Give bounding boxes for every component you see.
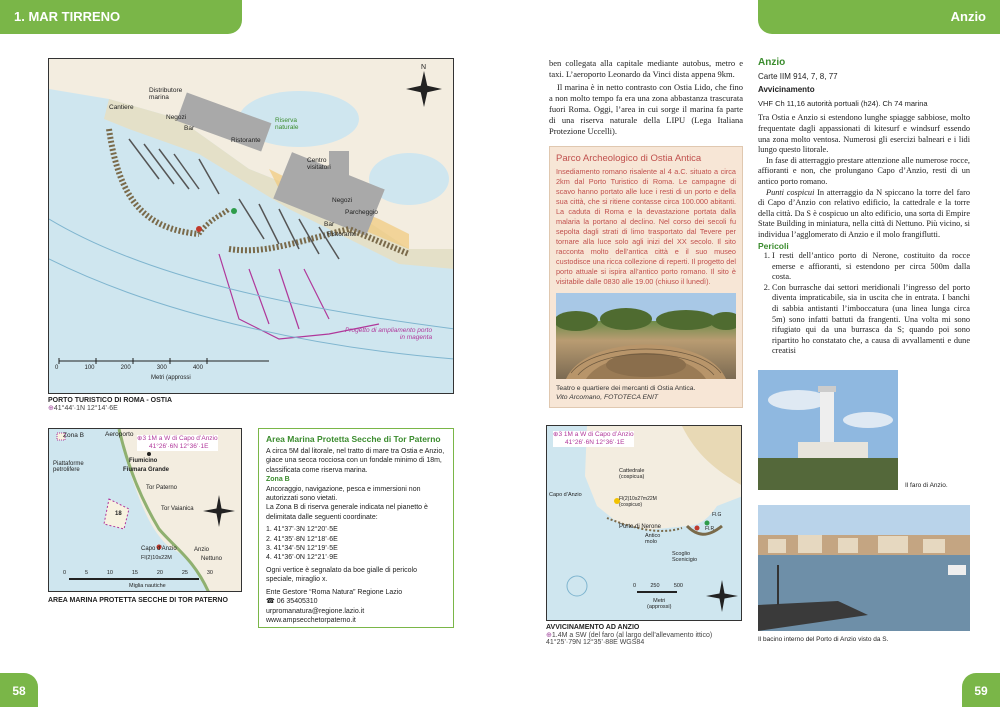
ente-gestore: Ente Gestore “Roma Natura” Regione Lazio bbox=[266, 588, 403, 596]
scale-tick: 5 bbox=[84, 570, 88, 576]
waypoint-coords: 41°26’·6N 12°36’·1E bbox=[149, 443, 209, 450]
scale-tick: 15 bbox=[131, 570, 138, 576]
coord-item: 1. 41°37’·3N 12°20’·5E bbox=[266, 526, 338, 534]
waypoint-icon: ⊕ bbox=[553, 431, 559, 438]
page-number-left: 58 bbox=[0, 673, 38, 707]
paragraph: Tra Ostia e Anzio si estendono lunghe spiagge sabbiose, molto frequentate dagli appassionati di kitesurf e windsurf essendo una zona molto ventosa. Numerosi gli esercizi balneari e i lidi lungo questo litorale. bbox=[758, 113, 970, 155]
label-scoglio: Scoglio Scenicigio bbox=[672, 551, 698, 563]
label-negozi: Negozi bbox=[166, 114, 187, 121]
ostia-caption bbox=[48, 397, 172, 412]
label-cantiere: Cantiere bbox=[109, 104, 134, 111]
label-ristorante-2: Ristorante bbox=[327, 231, 357, 238]
box-paragraph: Ancoraggio, navigazione, pesca e immersioni non autorizzati sono vietati. bbox=[266, 485, 421, 503]
paragraph-text: In atterraggio da N spiccano la torre del faro di Capo d’Anzio con relativo edificio, la cattedrale e la torre della città. Da S è cospicuo un alto edificio, una sorta di Empire State Building in miniatura, nella città di Nettuno. Più vicino, si individua l’agglomerato di Anzio e il molo frangiflutti. bbox=[758, 187, 970, 239]
scale-tick: 300 bbox=[156, 365, 167, 371]
label-cattedrale: Cattedrale (cospicua) bbox=[619, 468, 645, 480]
label-fiumicino: Fiumicino bbox=[129, 458, 158, 464]
label-riserva-naturale: Riserva naturale bbox=[275, 117, 299, 131]
vhf-line: VHF Ch 11,16 autorità portuali (h24). Ch 74 marina bbox=[758, 98, 928, 108]
faro-caption: Il faro di Anzio. bbox=[905, 482, 948, 489]
scale-tick: 200 bbox=[120, 365, 131, 371]
anzio-lighthouse-photo bbox=[758, 370, 898, 490]
theatre-illustration bbox=[556, 293, 736, 379]
scale-tick: 100 bbox=[84, 365, 95, 371]
middle-text-column bbox=[549, 58, 743, 139]
label-distributore: Distributore marina bbox=[149, 87, 183, 101]
label-capo: Capo d’Anzio bbox=[549, 492, 582, 498]
paragraph: ben collegata alla capitale mediante autobus, metro e taxi. L’aeroporto Leonardo da Vinci dista appena 9km. bbox=[549, 58, 743, 79]
zona-waypoint-box bbox=[137, 435, 218, 451]
zona-b-heading: Zona B bbox=[266, 476, 290, 484]
label-zona-b: Zona B bbox=[63, 432, 84, 439]
compass-rose-icon bbox=[706, 580, 738, 612]
paragraph: Il marina è in netto contrasto con Ostia Lido, che fino a non molto tempo fa era una zona abbastanza trascurata fuori Roma. Oggi, l’area in cui sorge il marina fa parte di una riserva naturale della LIPU (Lega Italiana Protezione Uccelli). bbox=[549, 82, 743, 136]
bacino-caption: Il bacino interno del Porto di Anzio visto da S. bbox=[758, 636, 889, 643]
label-bar: Bar bbox=[184, 125, 195, 132]
label-porto-nerone: Porto di Nerone bbox=[619, 524, 662, 530]
waypoint-title: 1M a W di Capo d’Anzio bbox=[147, 435, 218, 442]
label-negozi-2: Negozi bbox=[332, 197, 353, 204]
ostia-scale-ticks bbox=[55, 365, 285, 371]
anzio-caption-sub bbox=[546, 631, 712, 639]
tor-paterno-chart bbox=[48, 428, 242, 592]
waypoint-coords: 41°26’·6N 12°36’·1E bbox=[565, 439, 625, 446]
waypoint-number: 3 bbox=[558, 431, 563, 438]
label-progetto: Progetto di ampliamento porto in magenta bbox=[345, 327, 433, 341]
email-link[interactable]: urpromanatura@regione.lazio.it bbox=[266, 607, 365, 615]
label-ristorante: Ristorante bbox=[231, 137, 261, 144]
anzio-caption-coords: 41°25’·79N 12°35’·88E WGS84 bbox=[546, 639, 645, 646]
paragraph: In fase di atterraggio prestare attenzione alle numerose rocce, affioranti e non, che prolungano Capo d’Anzio, resti di un antico porto romano. bbox=[758, 155, 970, 186]
scale-tick: 25 bbox=[181, 570, 188, 576]
label-bar-2: Bar bbox=[324, 221, 335, 228]
anzio-scale-ticks bbox=[633, 583, 683, 589]
box-title: Area Marina Protetta Secche di Tor Paterno bbox=[266, 434, 441, 444]
scale-tick: 30 bbox=[206, 570, 213, 576]
label-nettuno: Nettuno bbox=[201, 556, 223, 562]
tor-paterno-box bbox=[258, 428, 454, 628]
label-tor-vaianica: Tor Vaianica bbox=[161, 506, 194, 512]
label-aeroporto: Aeroporto bbox=[105, 431, 134, 438]
anzio-scale-title: Metri (approssi) bbox=[647, 598, 672, 610]
anzio-caption-title: AVVICINAMENTO AD ANZIO bbox=[546, 624, 640, 631]
svg-text:N: N bbox=[421, 64, 427, 71]
carte-line: Carte IIM 914, 7, 8, 77 bbox=[758, 71, 838, 81]
scale-tick: 400 bbox=[192, 365, 203, 371]
scale-tick: 250 bbox=[650, 583, 660, 589]
anzio-caption bbox=[546, 624, 712, 646]
label-tor-paterno: Tor Paterno bbox=[146, 485, 178, 491]
label-parcheggio: Parcheggio bbox=[345, 209, 378, 216]
waypoint-title: 1M a W di Capo d’Anzio bbox=[563, 431, 634, 438]
label-fiumara: Fiumara Grande bbox=[123, 467, 170, 473]
box-text: Insediamento romano risalente al 4 a.C. situato a circa 2km dal Porto Turistico di Roma. Le campagne di scavo hanno portato alle luce i resti di un porto e della sua città, che si ritiene contasse circa 100.000 abitanti. La caduta di Roma e la devastazione portata dalla malaria la portano al declino. Nel corso dei secoli fu sepolta dagli strati di limo trasportato dal Tevere per tornare alla luce solo agli inizi del XX secolo. Il sito racconta molto dell’antica città e il suo museo custodisce una ricca collezione di reperti. Il progetto del porto attuale si ispira all’antico porto romano. Il sito è visitabile dalle 0830 alle 19.00 (chiuso il lunedì). bbox=[556, 167, 736, 286]
pericoli-list bbox=[758, 251, 970, 357]
scale-tick: 0 bbox=[63, 570, 67, 576]
photo-credit: Vito Arcomano, FOTOTECA ENIT bbox=[556, 394, 658, 401]
zona-scale-ticks bbox=[63, 570, 213, 576]
coord-item: 3. 41°34’·5N 12°19’·5E bbox=[266, 545, 338, 553]
phone-icon: ☎ bbox=[266, 598, 275, 606]
label-flr: Fl.R bbox=[705, 526, 715, 532]
avvicinamento-heading: Avvicinamento bbox=[758, 85, 815, 95]
ostia-theatre-photo bbox=[556, 293, 736, 379]
coord-item: 2. 41°35’·8N 12°18’·6E bbox=[266, 535, 338, 543]
anzio-title: Anzio bbox=[758, 57, 786, 68]
box-title: Parco Archeologico di Ostia Antica bbox=[556, 153, 702, 164]
box-paragraph: La Zona B di riserva generale indicata nel pianetto è delimitata dalle seguenti coordinate: bbox=[266, 504, 428, 521]
label-anzio: Anzio bbox=[194, 547, 210, 553]
page-number-right: 59 bbox=[962, 673, 1000, 707]
scale-tick: 20 bbox=[156, 570, 163, 576]
label-flg: Fl.G bbox=[712, 512, 722, 518]
anzio-waypoint-box bbox=[553, 431, 634, 447]
anzio-approach-chart bbox=[546, 425, 742, 621]
ostia-coords bbox=[48, 404, 172, 412]
label-fl: Fl(2)10s27m22M (cospicuo) bbox=[619, 496, 657, 508]
ostia-scale-bar bbox=[59, 358, 269, 364]
waypoint-number: 3 bbox=[142, 435, 147, 442]
pericoli-heading: Pericoli bbox=[758, 240, 789, 251]
website-link[interactable]: www.ampsecchetorpaterno.it bbox=[266, 616, 356, 624]
ostia-coords-text: 41°44’·1N 12°14’·6E bbox=[53, 405, 118, 412]
ostia-scale-title: Metri (approssi bbox=[151, 375, 191, 381]
anzio-text-column bbox=[758, 58, 970, 357]
paragraph bbox=[758, 188, 970, 241]
label-antico-molo: Antico molo bbox=[645, 533, 661, 545]
phone-number: 06 35405310 bbox=[276, 598, 318, 606]
ostia-harbour-chart bbox=[48, 58, 454, 394]
label-piattaforme: Piattaforme petrolifere bbox=[53, 461, 84, 473]
label-centro-visitatori: Centro visitatori bbox=[307, 157, 331, 171]
list-item: 2. Con burrasche dai settori meridionali l’ingresso del porto diventa impraticabile, sia in uscita che in entrata. I banchi di sabbia antistanti l’imboccatura (una linea lunga circa 5m) sono infatti battuti da frangenti. Una volta mi sono rifugiato qui da una burrasca da S; quando poi sono ripartito ho constatato che, a causa di avvallamenti e dune creatisi bbox=[772, 283, 970, 357]
ostia-caption-title: PORTO TURISTICO DI ROMA - OSTIA bbox=[48, 397, 173, 404]
waypoint-icon: ⊕ bbox=[48, 405, 54, 412]
scale-tick: 500 bbox=[673, 583, 683, 589]
box-paragraph: A circa 5M dal litorale, nel tratto di mare tra Ostia e Anzio, giace una secca rocciosa con un fondale minimo di 18m, classificata come riserva marina. bbox=[266, 448, 445, 474]
list-item: 1. I resti dell’antico porto di Nerone, costituito da rocce emerse e affioranti, si estendono per circa 500m dalla costa. bbox=[772, 251, 970, 283]
punti-cospicui-lead: Punti cospicui bbox=[766, 187, 815, 197]
anzio-harbour-photo bbox=[758, 505, 970, 631]
label-fl: Fl(2)10s22M bbox=[141, 555, 172, 561]
land-area bbox=[49, 59, 454, 249]
zona-scale-title: Miglia nautiche bbox=[129, 583, 166, 589]
phone-row bbox=[266, 597, 446, 606]
scale-tick: 0 bbox=[55, 365, 59, 371]
anzio-sub1: 1.4M a SW (del faro (al largo dell’allevamento ittico) bbox=[551, 632, 713, 639]
label-capo-anzio: Capo d’Anzio bbox=[141, 546, 177, 552]
scale-tick: 0 bbox=[633, 583, 637, 589]
waypoint-icon: ⊕ bbox=[137, 435, 143, 442]
zona-caption: AREA MARINA PROTETTA SECCHE DI TOR PATERNO bbox=[48, 597, 228, 604]
ostia-antica-box bbox=[549, 146, 743, 408]
chapter-tab: 1. MAR TIRRENO bbox=[0, 0, 242, 34]
box-paragraph: Ogni vertice è segnalato da boe gialle di pericolo speciale, miraglio x. bbox=[266, 566, 417, 584]
depth-label: 18 bbox=[115, 511, 122, 517]
waypoint-icon: ⊕ bbox=[546, 632, 552, 639]
photo-caption: Teatro e quartiere dei mercanti di Ostia Antica. bbox=[556, 385, 696, 392]
section-tab: Anzio bbox=[758, 0, 1000, 34]
coord-item: 4. 41°36’·0N 12°21’·9E bbox=[266, 554, 338, 562]
scale-tick: 10 bbox=[106, 570, 113, 576]
